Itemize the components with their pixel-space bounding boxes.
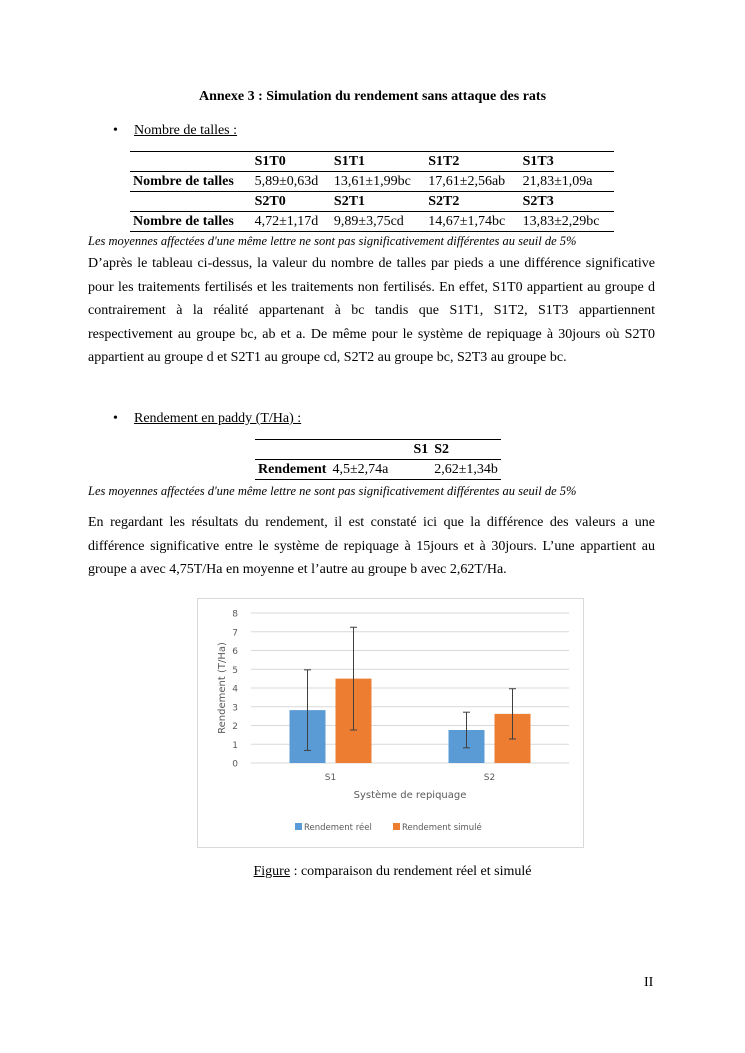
table-cell: 5,89±0,63d [254, 174, 319, 189]
paragraph-rendement: En regardant les résultats du rendement, il est constaté ici que la différence des valeurs a une différence significative entre le système de repiquage à 15jours et à 30jours. L’une appartient au groupe a avec 4,75T/Ha en moyenne et l’autre au groupe b avec 2,62T/Ha. [88, 515, 655, 578]
table-header: S1T3 [520, 152, 614, 172]
table-header: S2T1 [331, 192, 425, 212]
table-cell: 14,67±1,74bc [428, 214, 506, 229]
y-tick-label: 5 [232, 665, 238, 676]
table-cell: 17,61±2,56ab [428, 174, 506, 189]
y-tick-label: 7 [232, 628, 238, 639]
legend-swatch [295, 823, 302, 830]
y-tick-label: 1 [232, 740, 238, 751]
legend-label: Rendement réel [304, 823, 372, 833]
table-note: Les moyennes affectées d'une même lettre ne sont pas significativement différentes au seuil de 5% [88, 484, 577, 498]
y-tick-label: 0 [232, 759, 238, 770]
table-note: Les moyennes affectées d'une même lettre ne sont pas significativement différentes au seuil de 5% [88, 234, 577, 248]
table-cell: 9,89±3,75cd [333, 214, 404, 229]
legend-swatch [393, 823, 400, 830]
bullet-label: Rendement en paddy (T/Ha) : [134, 411, 302, 426]
table-row [130, 212, 614, 232]
chart-frame [197, 598, 584, 848]
rendement-chart [198, 599, 583, 847]
table-cell: 13,61±1,99bc [333, 174, 411, 189]
paragraph-talles: D’après le tableau ci-dessus, la valeur du nombre de talles par pieds a une différence significative pour les traitements fertilisés et les traitements non fertilisés. En effet, S1T0 appartient au groupe d contrairement à la réalité appartenant à bc tandis que S1T1, S1T2, S1T3 appartiennent respectivement au groupe bc, ab et a. De même pour le système de repiquage à 30jours où S2T0 appartient au groupe d et S2T1 au groupe cd, S2T2 au groupe bc, S2T3 au groupe bc. [88, 256, 655, 366]
figure-caption [0, 864, 745, 880]
x-tick-label: S1 [324, 773, 337, 783]
table-header: S1T2 [425, 152, 519, 172]
table-header: S2 [431, 440, 501, 460]
caption-text: : comparaison du rendement réel et simulé [290, 864, 532, 879]
x-axis-title: Système de repiquage [353, 790, 467, 801]
table-header: S1T0 [252, 152, 331, 172]
talles-table [130, 151, 614, 232]
table-cell: 4,5±2,74a [332, 462, 389, 477]
table-header: S2T3 [520, 192, 614, 212]
table-row [255, 460, 501, 480]
table-row [255, 440, 501, 460]
table-header: S1 [329, 440, 431, 460]
y-tick-label: 4 [232, 684, 238, 695]
y-tick-label: 2 [232, 722, 238, 732]
y-tick-label: 3 [232, 703, 238, 714]
table-header: S2T0 [252, 192, 331, 212]
bullet-icon: • [113, 123, 118, 138]
y-axis-title: Rendement (T/Ha) [217, 642, 228, 734]
bullet-icon: • [113, 411, 118, 426]
y-tick-label: 6 [232, 647, 238, 657]
row-label: Rendement [258, 462, 327, 477]
table-cell: 21,83±1,09a [522, 174, 593, 189]
page-title: Annexe 3 : Simulation du rendement sans attaque des rats [198, 89, 547, 104]
row-label: Nombre de talles [133, 174, 234, 189]
y-tick-label: 8 [232, 609, 238, 620]
page-number: II [644, 975, 654, 990]
table-cell: 2,62±1,34b [434, 462, 498, 477]
table-cell: 4,72±1,17d [254, 214, 319, 229]
table-row [130, 192, 614, 212]
caption-label: Figure [253, 864, 291, 879]
table-row [130, 152, 614, 172]
legend-label: Rendement simulé [402, 823, 482, 833]
bullet-label: Nombre de talles : [134, 123, 238, 138]
x-tick-label: S2 [483, 773, 496, 783]
table-row [130, 172, 614, 192]
row-label: Nombre de talles [133, 214, 234, 229]
table-cell: 13,83±2,29bc [522, 214, 600, 229]
table-header: S1T1 [331, 152, 425, 172]
table-header: S2T2 [425, 192, 519, 212]
rendement-table [255, 439, 501, 480]
